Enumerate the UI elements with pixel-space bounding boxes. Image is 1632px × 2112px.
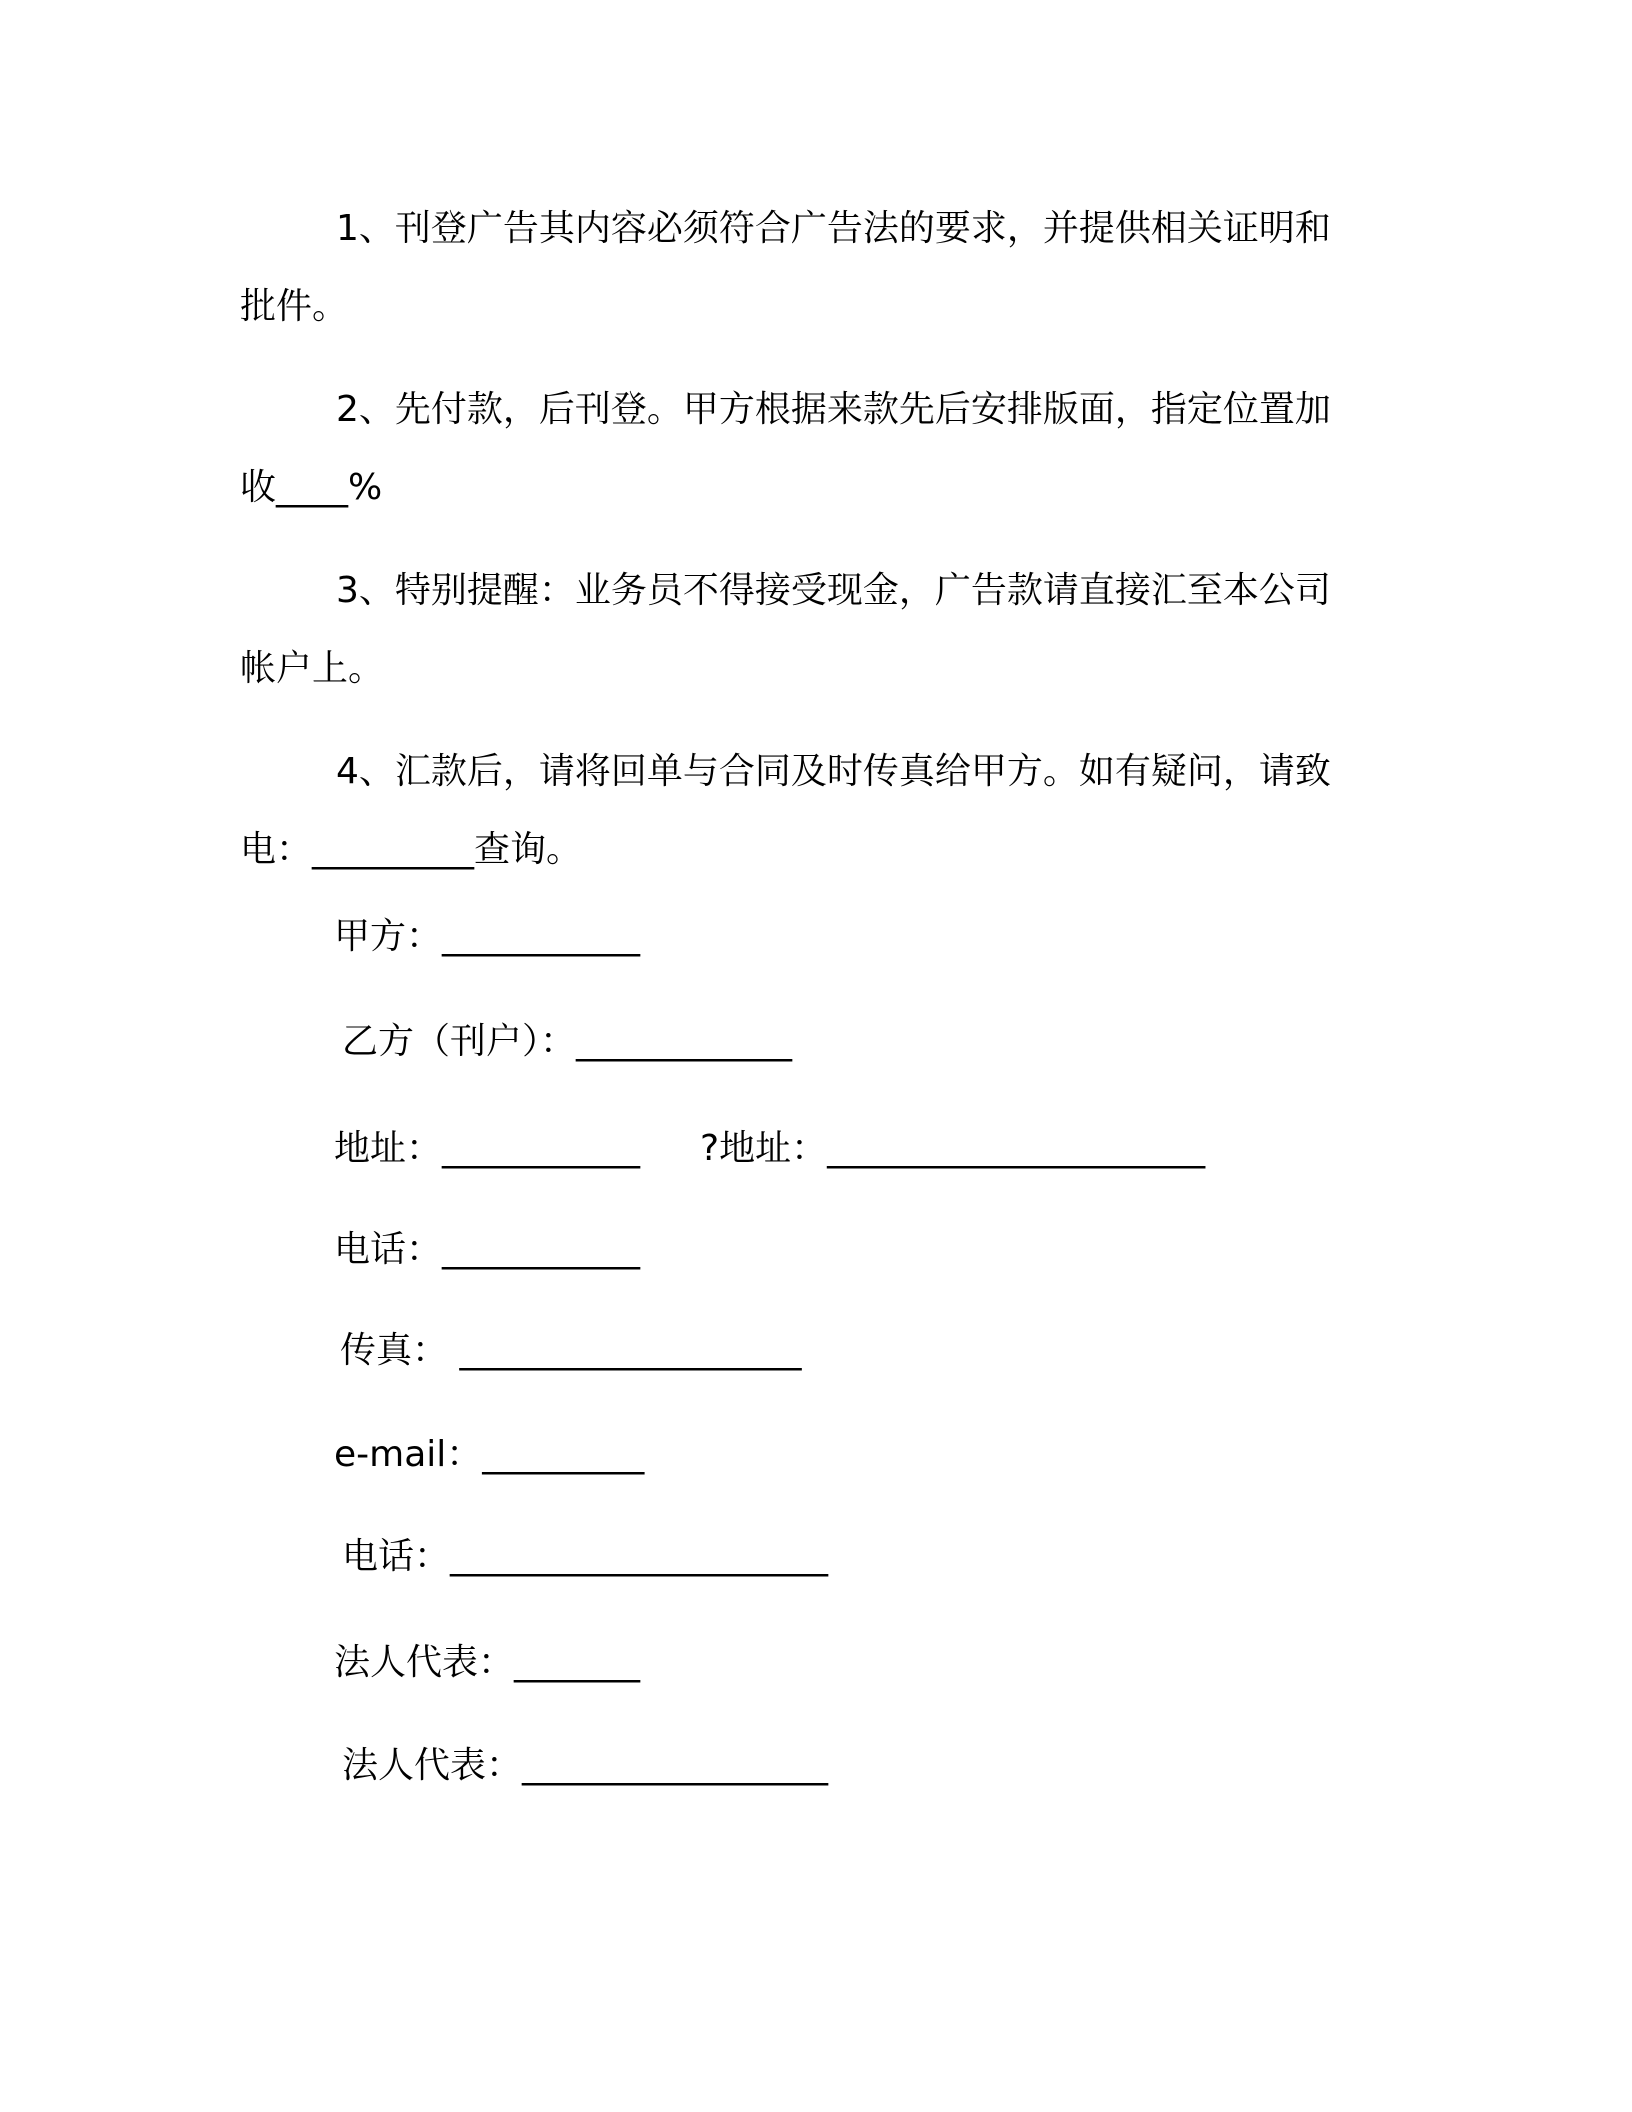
party-b-phone-field: 电话：_____________________ [342, 1536, 829, 1577]
party-a-legal-rep-field: 法人代表：_______ [334, 1642, 641, 1683]
email-field: e-mail：_________ [334, 1434, 645, 1475]
clause-4: 4、汇款后，请将回单与合同及时传真给甲方。如有疑问，请致电：_________查询。 [240, 751, 1331, 870]
party-b-field: 乙方（刊户）：____________ [342, 1021, 793, 1062]
clause-3: 3、特别提醒：业务员不得接受现金，广告款请直接汇至本公司帐户上。 [240, 570, 1331, 689]
party-a-field: 甲方：___________ [334, 916, 641, 957]
party-b-address-field: ?地址：_____________________ [700, 1128, 1206, 1169]
fax-field: 传真： ___________________ [340, 1330, 802, 1371]
contract-clauses [240, 190, 1360, 914]
party-a-address-field: 地址：___________ [334, 1128, 641, 1169]
party-b-legal-rep-field: 法人代表：_________________ [342, 1745, 829, 1786]
party-a-phone-field: 电话：___________ [334, 1229, 641, 1270]
clause-1: 1、刊登广告其内容必须符合广告法的要求，并提供相关证明和批件。 [240, 208, 1331, 327]
clause-2: 2、先付款，后刊登。甲方根据来款先后安排版面，指定位置加收____% [240, 389, 1331, 508]
